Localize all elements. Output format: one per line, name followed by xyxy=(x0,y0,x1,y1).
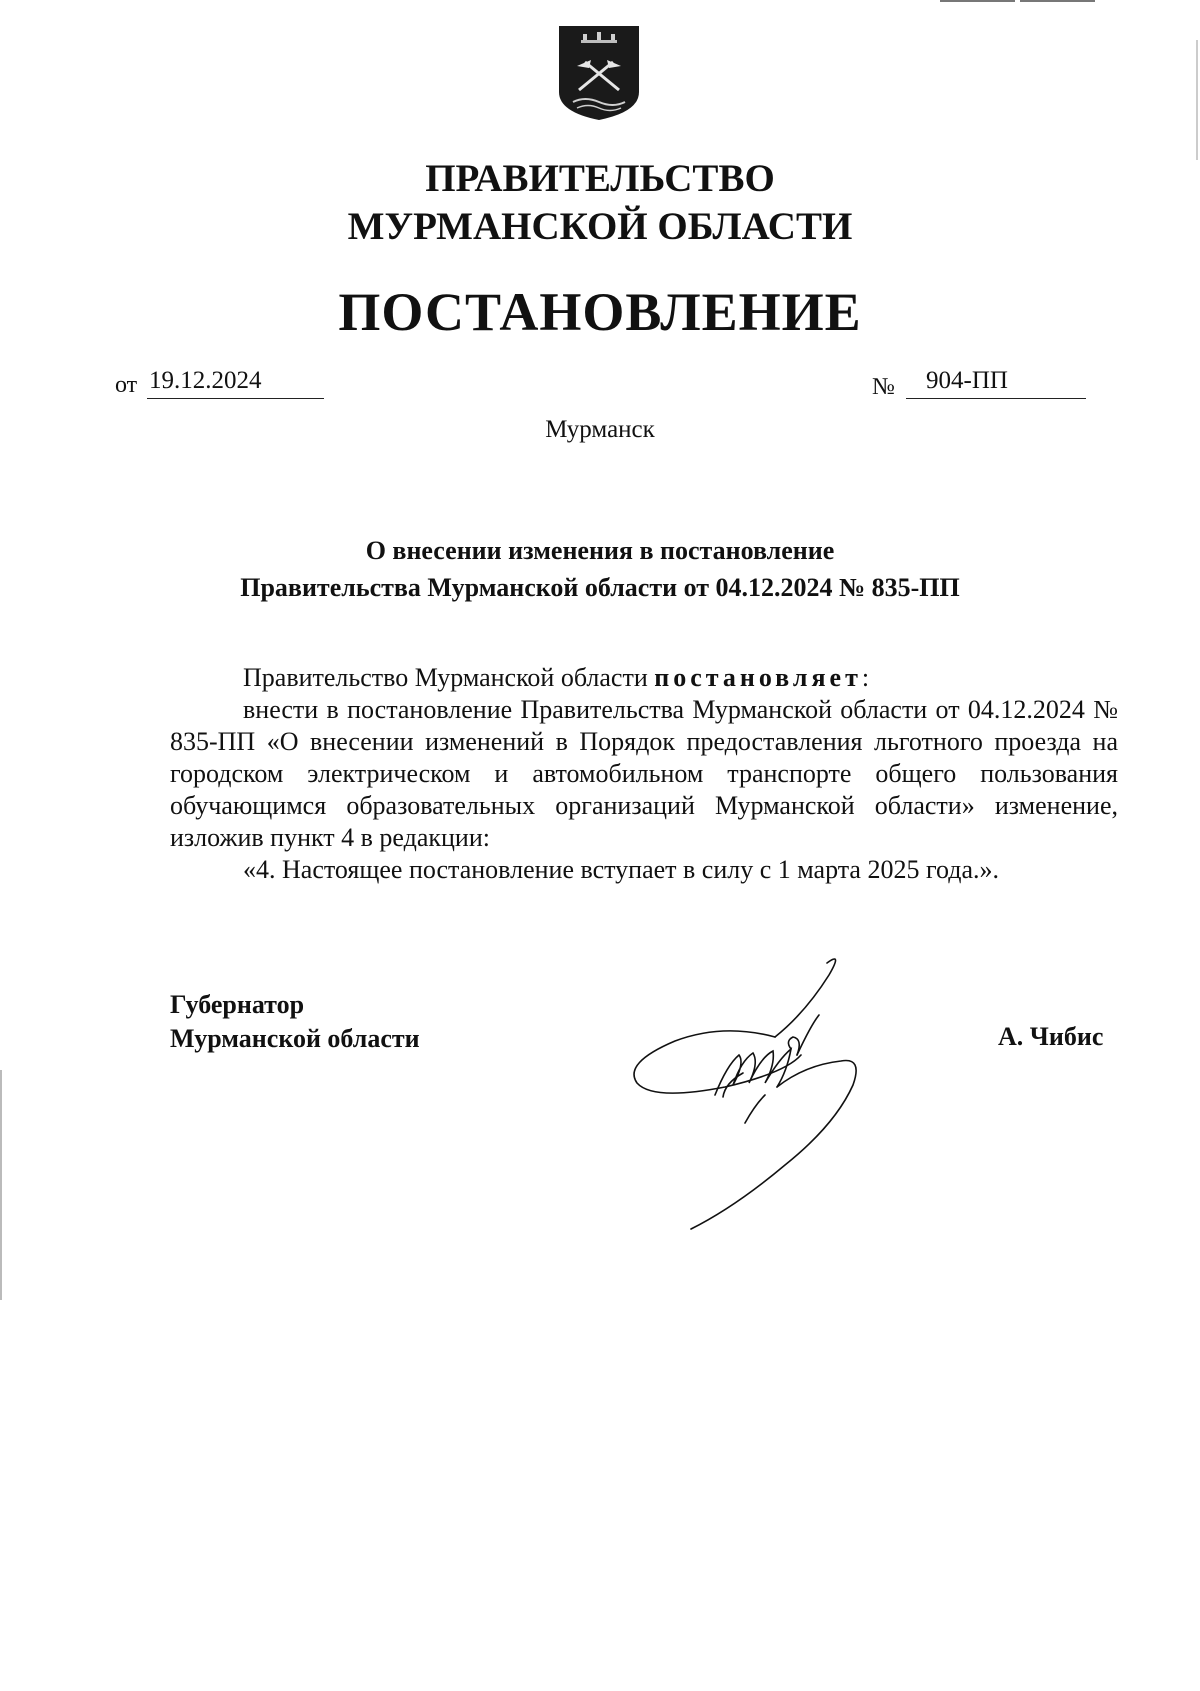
coat-of-arms-icon xyxy=(555,22,643,122)
signer-title-line2: Мурманской области xyxy=(170,1024,420,1053)
document-type: ПОСТАНОВЛЕНИЕ xyxy=(338,282,862,342)
date-prefix: от xyxy=(115,372,138,398)
body-paragraph: внести в постановление Правительства Мурманской области от 04.12.2024 № 835-ПП «О внесении изменений в Порядок предоставления льготного проезда на городском электрическом и автомобильном транспорте общего пользования обучающимся образовательных организаций Мурманской области» изменение, изложив пункт 4 в редакции: xyxy=(170,695,1118,852)
scan-artifact-top xyxy=(940,0,1015,2)
document-number: 904-ПП xyxy=(906,364,1086,399)
scan-artifact-top xyxy=(1020,0,1095,2)
body-colon: : xyxy=(861,663,870,692)
body-intro-text: Правительство Мурманской области xyxy=(243,663,655,692)
scan-artifact-right xyxy=(1196,40,1198,160)
document-subject xyxy=(0,532,1200,606)
signer-name: А. Чибис xyxy=(998,1022,1104,1051)
document-body xyxy=(170,662,1118,886)
body-intro xyxy=(170,662,1118,694)
scan-artifact-left xyxy=(0,1070,2,1300)
number-prefix: № xyxy=(872,374,895,400)
handwritten-signature xyxy=(615,945,875,1235)
document-date: 19.12.2024 xyxy=(147,364,324,399)
subject-line2: Правительства Мурманской области от 04.12.2024 № 835-ПП xyxy=(240,573,960,602)
government-title xyxy=(0,155,1200,251)
subject-line1: О внесении изменения в постановление xyxy=(365,536,835,565)
body-decides: постановляет xyxy=(654,663,862,692)
government-title-line1: ПРАВИТЕЛЬСТВО xyxy=(425,157,775,200)
body-quote: «4. Настоящее постановление вступает в силу с 1 марта 2025 года.». xyxy=(243,855,1000,884)
signer-title xyxy=(170,988,420,1056)
city: Мурманск xyxy=(545,416,655,443)
signer-title-line1: Губернатор xyxy=(170,990,305,1019)
government-title-line2: МУРМАНСКОЙ ОБЛАСТИ xyxy=(347,205,853,248)
